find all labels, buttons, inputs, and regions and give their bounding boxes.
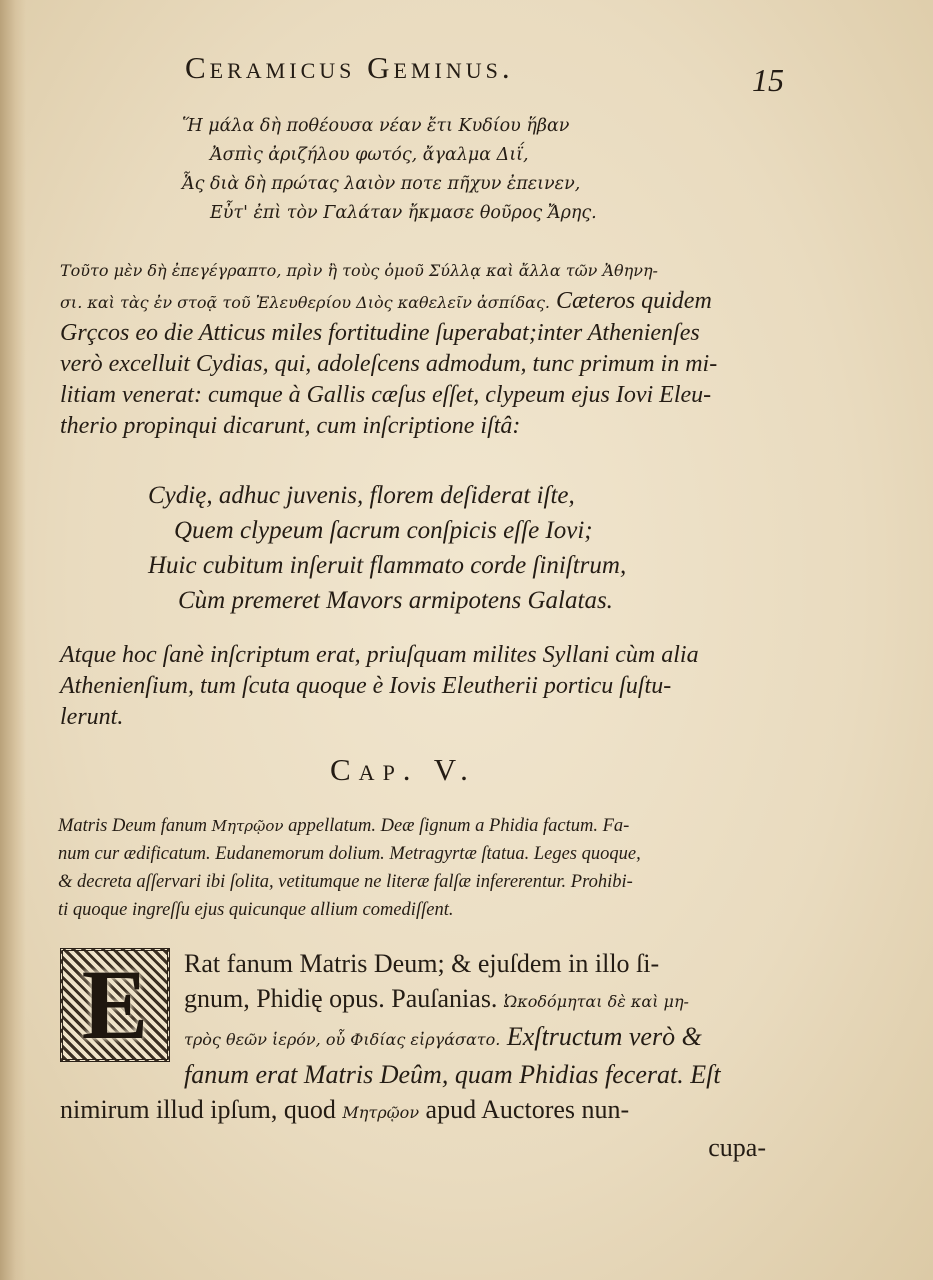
body-line: fanum erat Matris Deûm, quam Phidias fecerat. Eſt <box>184 1060 721 1089</box>
greek-epigram <box>182 112 702 228</box>
summary-line: & decreta aſſervari ibi ſolita, vetitumque ne literæ falſæ infererentur. Prohibi- <box>58 872 633 892</box>
paragraph-cydias <box>60 255 770 442</box>
summary-line: ti quoque ingreſſu ejus quicunque allium comediſſent. <box>58 900 454 920</box>
greek-prose-line: Τοῦτο μὲν δὴ ἐπεγέγραπτο, πρὶν ἢ τοὺς ὁμοῦ Σύλλᾳ καὶ ἄλλα τῶν Ἀθηνη- <box>60 261 658 280</box>
summary-text: Matris Deum fanum <box>58 816 208 836</box>
body-line: Rat fanum Matris Deum; & ejuſdem in illo ſi- <box>184 949 660 978</box>
body-text: gnum, Phidię opus. Pauſanias. <box>184 984 498 1013</box>
paragraph-inscription <box>60 640 770 733</box>
decorated-initial <box>60 948 170 1062</box>
summary-text: appellatum. Deæ ſignum a Phidia factum. Fa- <box>288 816 630 836</box>
latin-prose-line: verò excelluit Cydias, qui, adoleſcens admodum, tunc primum in mi- <box>60 351 718 377</box>
body-greek-word: Μητρῷον <box>342 1103 420 1122</box>
greek-verse-line: Ἀσπὶς ἀριζήλου φωτός, ἄγαλμα Διΐ, <box>210 145 529 165</box>
chapter-summary <box>58 812 768 924</box>
greek-prose-line: σι. καὶ τὰς ἐν στοᾷ τοῦ Ἐλευθερίου Διὸς καθελεῖν ἀσπίδας. <box>60 293 550 312</box>
body-greek-text: Ὠκοδόμηται δὲ καὶ μη- <box>503 992 689 1011</box>
decorated-initial-letter: E <box>81 949 149 1060</box>
latin-epigram <box>148 478 708 618</box>
body-text: nimirum illud ipſum, quod <box>60 1095 336 1124</box>
latin-prose-line: Atque hoc ſanè inſcriptum erat, priuſquam milites Syllani cùm alia <box>60 642 699 668</box>
latin-prose-line: litiam venerat: cumque à Gallis cæſus eſſet, clypeum ejus Iovi Eleu- <box>60 382 712 408</box>
body-italic-text: Exſtructum verò & <box>506 1022 702 1051</box>
latin-prose-line: Cæteros quidem <box>556 288 712 314</box>
latin-prose-line: lerunt. <box>60 704 124 730</box>
page-gutter-shadow <box>0 0 26 1280</box>
latin-verse-line: Cydię, adhuc juvenis, florem deſiderat iſte, <box>148 482 575 509</box>
running-head-title: Ceramicus Geminus. <box>185 50 514 85</box>
greek-verse-line: Ἥ μάλα δὴ ποθέουσα νέαν ἔτι Κυδίου ἥβαν <box>182 116 570 136</box>
latin-verse-line: Quem clypeum ſacrum conſpicis eſſe Iovi; <box>174 517 593 544</box>
chapter-heading: Cap. V. <box>330 752 476 787</box>
latin-verse-line: Huic cubitum inſeruit flammato corde ſiniſtrum, <box>148 552 627 579</box>
body-text: apud Auctores nun- <box>425 1095 630 1124</box>
catchword: cupa- <box>708 1133 766 1162</box>
summary-line: num cur ædificatum. Eudanemorum dolium. Metragyrtæ ſtatua. Leges quoque, <box>58 844 641 864</box>
summary-greek-word: Μητρῷον <box>211 817 284 835</box>
latin-prose-line: Athenienſium, tum ſcuta quoque è Iovis Eleutherii porticu ſuſtu- <box>60 673 672 699</box>
latin-prose-line: Grçcos eo die Atticus miles fortitudine ſuperabat;inter Athenienſes <box>60 320 700 346</box>
latin-prose-line: therio propinqui dicarunt, cum inſcriptione iſtâ: <box>60 413 521 439</box>
greek-verse-line: Ἇς διὰ δὴ πρώτας λαιὸν ποτε πῆχυν ἐπεινεν, <box>182 174 581 194</box>
page-number: 15 <box>752 62 784 98</box>
latin-verse-line: Cùm premeret Mavors armipotens Galatas. <box>178 587 613 614</box>
body-greek-text: τρὸς θεῶν ἱερόν, οὗ Φιδίας εἰργάσατο. <box>184 1030 501 1049</box>
chapter-body <box>60 946 770 1165</box>
greek-verse-line: Εὖτ' ἐπὶ τὸν Γαλάταν ἤκμασε θοῦρος Ἄρης. <box>210 203 597 223</box>
